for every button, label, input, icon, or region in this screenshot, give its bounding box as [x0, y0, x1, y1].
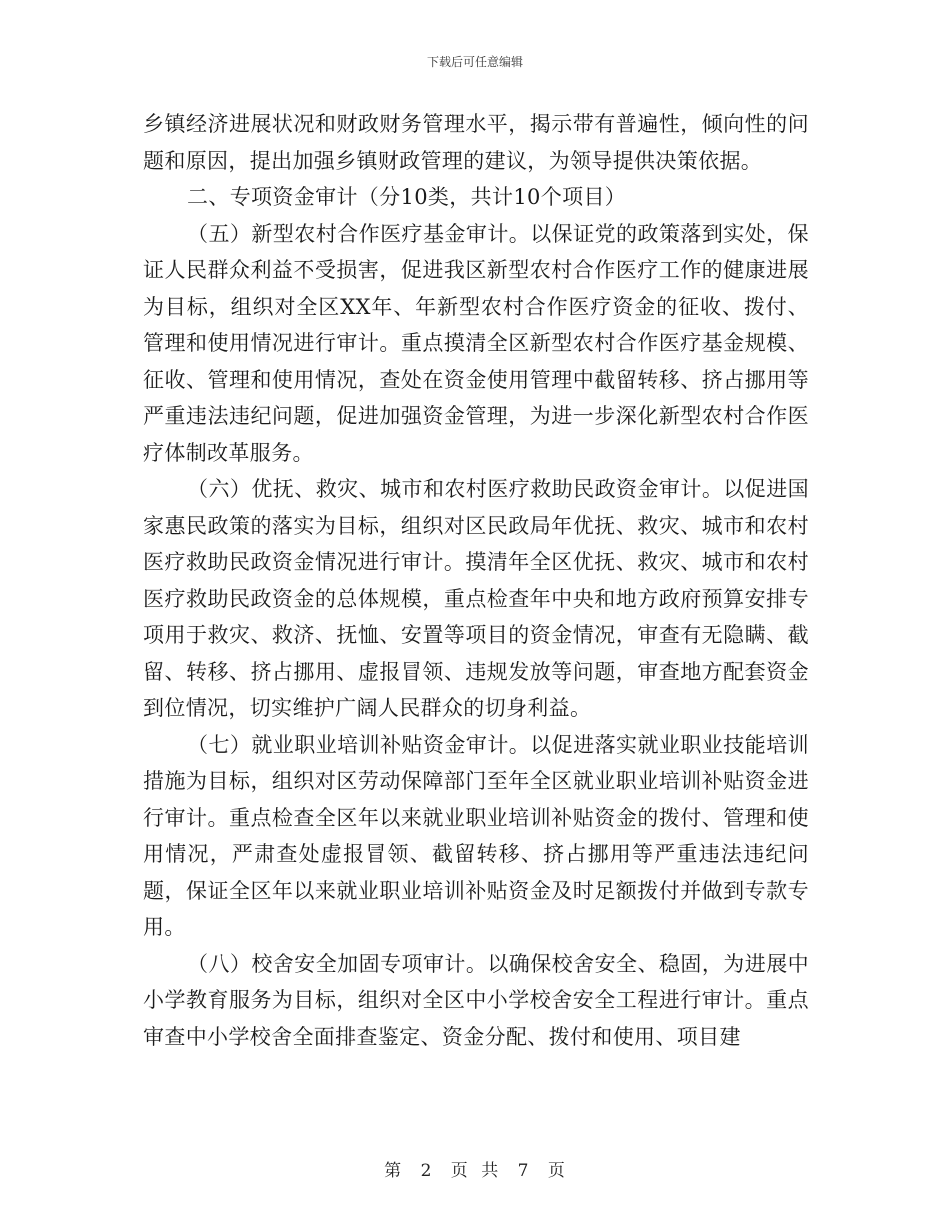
paragraph-employment-training-fund: （七）就业职业培训补贴资金审计。以促进落实就业职业技能培训措施为目标，组织对区劳动保障部门至年全区就业职业培训补贴资金进行审计。重点检查全区年以来就业职业培训补贴资金的拨付、管理和使用情况，严肃查处虚报冒领、截留转移、挤占挪用等严重违法违纪问题，保证全区年以来就业职业培训补贴资金及时足额拨付并做到专款专用。 — [143, 732, 809, 939]
page-footer — [0, 1156, 950, 1181]
footer-prefix: 第 — [384, 1161, 403, 1181]
section-heading-special-funds: 二、专项资金审计（分10类，共计10个项目） — [187, 185, 627, 209]
paragraph-1: 乡镇经济进展状况和财政财务管理水平，揭示带有普遍性，倾向性的问题和原因，提出加强乡镇财政管理的建议，为领导提供决策依据。 — [143, 112, 809, 173]
footer-suffix: 页 — [547, 1161, 566, 1181]
document-body — [143, 106, 809, 1055]
paragraph-school-safety-audit: （八）校舍安全加固专项审计。以确保校舍安全、稳固，为进展中小学教育服务为目标，组织对全区中小学校舍安全工程进行审计。重点审查中小学校舍全面排查鉴定、资金分配、拨付和使用、项目建 — [143, 951, 809, 1049]
page-number: 2 — [420, 1161, 433, 1181]
paragraph-civil-affairs-fund: （六）优抚、救灾、城市和农村医疗救助民政资金审计。以促进国家惠民政策的落实为目标，组织对区民政局年优抚、救灾、城市和农村医疗救助民政资金情况进行审计。摸清年全区优抚、救灾、城市和农村医疗救助民政资金的总体规模，重点检查年中央和地方政府预算安排专项用于救灾、救济、抚恤、安置等项目的资金情况，审查有无隐瞒、截留、转移、挤占挪用、虚报冒领、违规发放等问题，审查地方配套资金到位情况，切实维护广阔人民群众的切身利益。 — [143, 477, 809, 720]
paragraph-rural-medical-fund: （五）新型农村合作医疗基金审计。以保证党的政策落到实处，保证人民群众利益不受损害，促进我区新型农村合作医疗工作的健康进展为目标，组织对全区XX年、年新型农村合作医疗资金的征收、拨付、管理和使用情况进行审计。重点摸清全区新型农村合作医疗基金规模、征收、管理和使用情况，查处在资金使用管理中截留转移、挤占挪用等严重违法违纪问题，促进加强资金管理，为进一步深化新型农村合作医疗体制改革服务。 — [143, 221, 809, 465]
header-note: 下载后可任意编辑 — [426, 55, 523, 69]
footer-middle: 页 共 — [450, 1161, 500, 1181]
page-total: 7 — [517, 1161, 530, 1181]
